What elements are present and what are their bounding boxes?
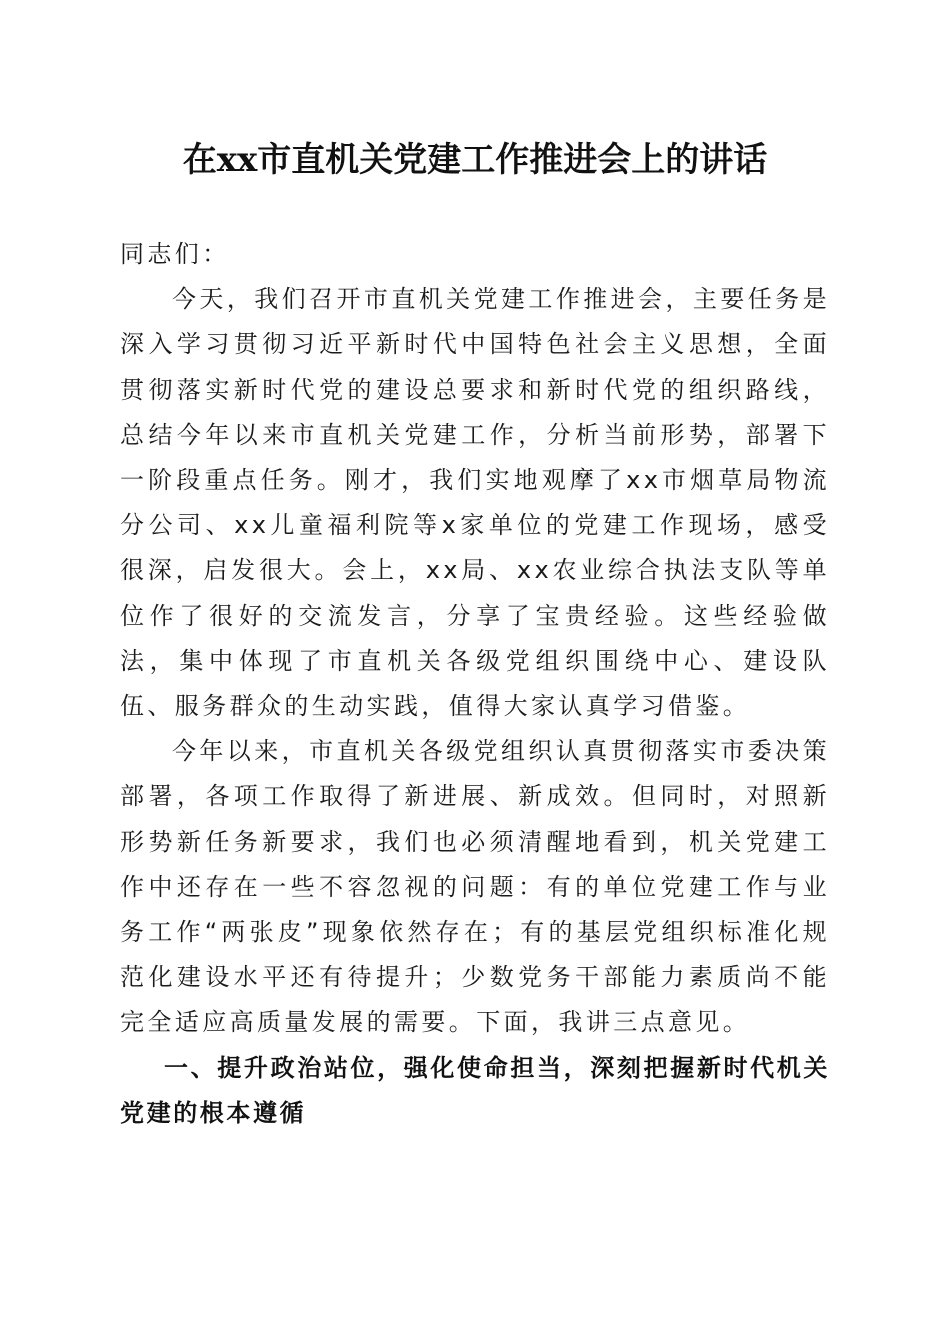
paragraph-intro: 今天，我们召开市直机关党建工作推进会，主要任务是深入学习贯彻习近平新时代中国特色社会主义思想，全面贯彻落实新时代党的建设总要求和新时代党的组织路线，总结今年以来市直机关党建工作，分析当前形势，部署下一阶段重点任务。刚才，我们实地观摩了xx市烟草局物流分公司、xx儿童福利院等x家单位的党建工作现场，感受很深，启发很大。会上，xx局、xx农业综合执法支队等单位作了很好的交流发言，分享了宝贵经验。这些经验做法，集中体现了市直机关各级党组织围绕中心、建设队伍、服务群众的生动实践，值得大家认真学习借鉴。 <box>120 285 830 721</box>
document-body <box>120 232 830 1136</box>
document-title: 在xx市直机关党建工作推进会上的讲话 <box>182 140 768 180</box>
section-heading-1: 一、提升政治站位，强化使命担当，深刻把握新时代机关党建的根本遵循 <box>120 1053 830 1127</box>
salutation: 同志们： <box>120 240 230 268</box>
paragraph-issues: 今年以来，市直机关各级党组织认真贯彻落实市委决策部署，各项工作取得了新进展、新成效。但同时，对照新形势新任务新要求，我们也必须清醒地看到，机关党建工作中还存在一些不容忽视的问题：有的单位党建工作与业务工作“两张皮”现象依然存在；有的基层党组织标准化规范化建设水平还有待提升；少数党务干部能力素质尚不能完全适应高质量发展的需要。下面，我讲三点意见。 <box>120 737 830 1037</box>
